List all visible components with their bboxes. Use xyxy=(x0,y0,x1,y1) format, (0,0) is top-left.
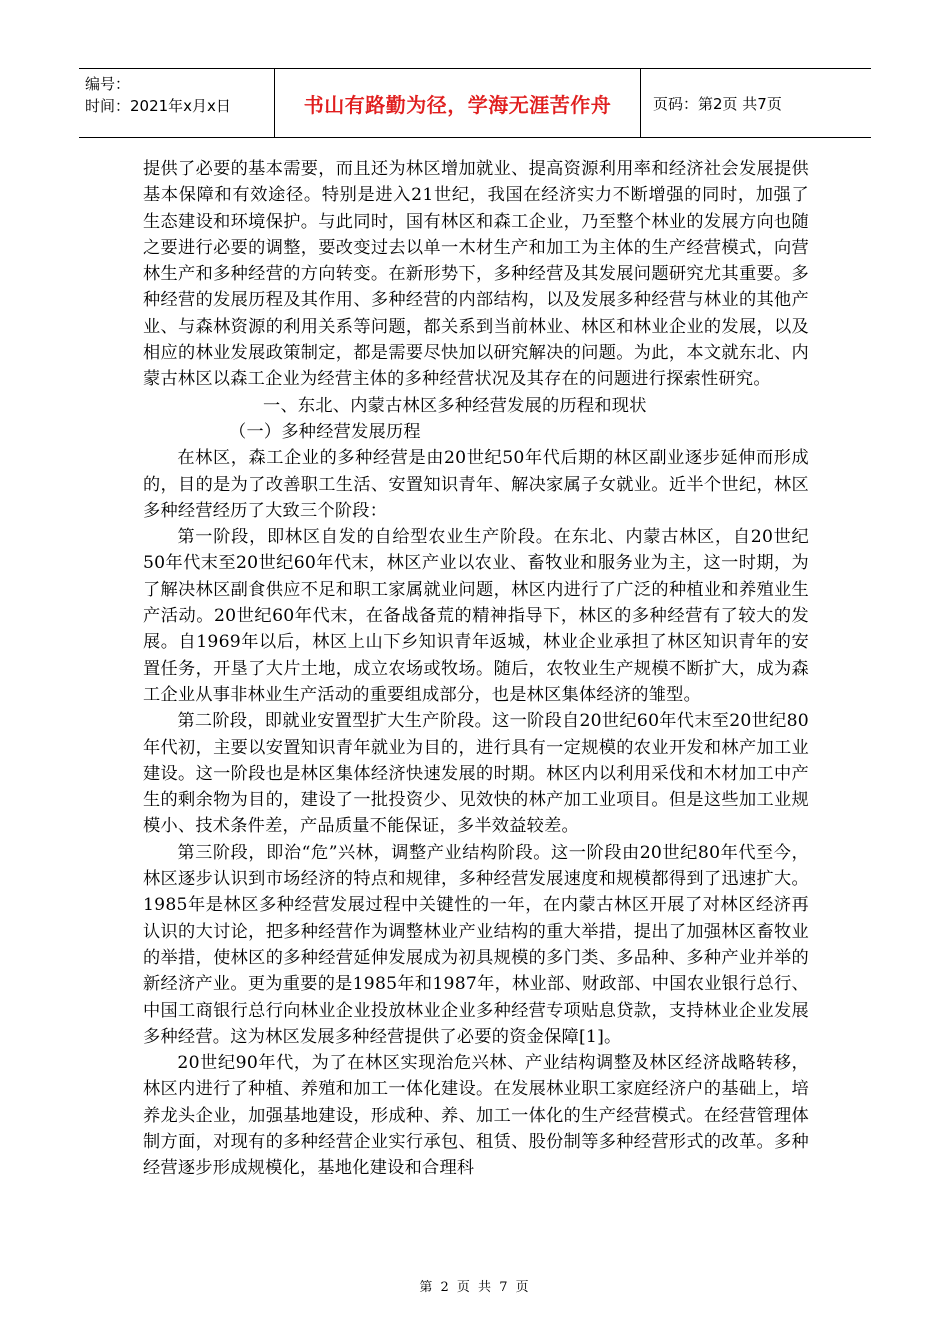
header-motto: 书山有路勤为径，学海无涯苦作舟 xyxy=(303,92,612,117)
body-paragraph: 第一阶段，即林区自发的自给型农业生产阶段。在东北、内蒙古林区，自20世纪50年代末至20世纪60年代末，林区产业以农业、畜牧业和服务业为主，这一时期，为了解决林区副食供应不足和职工家属就业问题，林区内进行了广泛的种植业和养殖业生产活动。20世纪60年代末，在备战备荒的精神指导下，林区的多种经营有了较大的发展。自1969年以后，林区上山下乡知识青年返城，林业企业承担了林区知识青年的安置任务，开垦了大片土地，成立农场或牧场。随后，农牧业生产规模不断扩大，成为森工企业从事非林业生产活动的重要组成部分，也是林区集体经济的雏型。 xyxy=(143,527,809,705)
section-heading: 一、东北、内蒙古林区多种经营发展的历程和现状 xyxy=(263,395,647,416)
body-paragraph: 第二阶段，即就业安置型扩大生产阶段。这一阶段自20世纪60年代末至20世纪80年代初，主要以安置知识青年就业为目的，进行具有一定规模的农业开发和林产加工业建设。这一阶段也是林区集体经济快速发展的时期。林区内以利用采伐和木材加工中产生的剩余物为目的，建设了一批投资少、见效快的林产加工业项目。但是这些加工业规模小、技术条件差，产品质量不能保证，多半效益较差。 xyxy=(143,711,809,837)
subsection-heading: （一）多种经营发展历程 xyxy=(229,421,421,442)
body-paragraph: 在林区，森工企业的多种经营是由20世纪50年代后期的林区副业逐步延伸而形成的，目的是为了改善职工生活、安置知识青年、解决家属子女就业。近半个世纪，林区多种经营经历了大致三个阶段： xyxy=(143,448,809,521)
header-page-number: 页码：第2页 共7页 xyxy=(653,94,782,113)
page-footer: 第 2 页 共 7 页 xyxy=(419,1280,531,1295)
header-page-cell xyxy=(641,69,871,137)
body-paragraph: 20世纪90年代，为了在林区实现治危兴林、产业结构调整及林区经济战略转移，林区内进行了种植、养殖和加工一体化建设。在发展林业职工家庭经济户的基础上，培养龙头企业，加强基地建设，形成种、养、加工一体化的生产经营模式。在经营管理体制方面，对现有的多种经营企业实行承包、租赁、股份制等多种经营形式的改革。多种经营逐步形成规模化，基地化建设和合理科 xyxy=(143,1053,809,1179)
doc-number-label: 编号： xyxy=(85,75,131,93)
header-date: 时间：2021年x月x日 xyxy=(85,97,231,115)
body-paragraph: 第三阶段，即治“危”兴林，调整产业结构阶段。这一阶段由20世纪80年代至今，林区逐步认识到市场经济的特点和规律，多种经营发展速度和规模都得到了迅速扩大。1985年是林区多种经营发展过程中关键性的一年，在内蒙古林区开展了对林区经济再认识的大讨论，把多种经营作为调整林业产业结构的重大举措，提出了加强林区畜牧业的举措，使林区的多种经营延伸发展成为初具规模的多门类、多品种、多种产业并举的新经济产业。更为重要的是1985年和1987年，林业部、财政部、中国农业银行总行、中国工商银行总行向林业企业投放林业企业多种经营专项贴息贷款，支持林业企业发展多种经营。这为林区发展多种经营提供了必要的资金保障[1]。 xyxy=(143,842,809,1047)
body-paragraph: 提供了必要的基本需要，而且还为林区增加就业、提高资源利用率和经济社会发展提供基本保障和有效途径。特别是进入21世纪，我国在经济实力不断增强的同时，加强了生态建设和环境保护。与此同时，国有林区和森工企业，乃至整个林业的发展方向也随之要进行必要的调整，要改变过去以单一木材生产和加工为主体的生产经营模式，向营林生产和多种经营的方向转变。在新形势下，多种经营及其发展问题研究尤其重要。多种经营的发展历程及其作用、多种经营的内部结构，以及发展多种经营与林业的其他产业、与森林资源的利用关系等问题，都关系到当前林业、林区和林业企业的发展，以及相应的林业发展政策制定，都是需要尽快加以研究解决的问题。为此，本文就东北、内蒙古林区以森工企业为经营主体的多种经营状况及其存在的问题进行探索性研究。 xyxy=(143,159,809,390)
document-body xyxy=(143,156,809,1182)
header-motto-cell xyxy=(275,69,641,137)
header-info-cell xyxy=(79,69,275,137)
page-header xyxy=(79,68,871,138)
